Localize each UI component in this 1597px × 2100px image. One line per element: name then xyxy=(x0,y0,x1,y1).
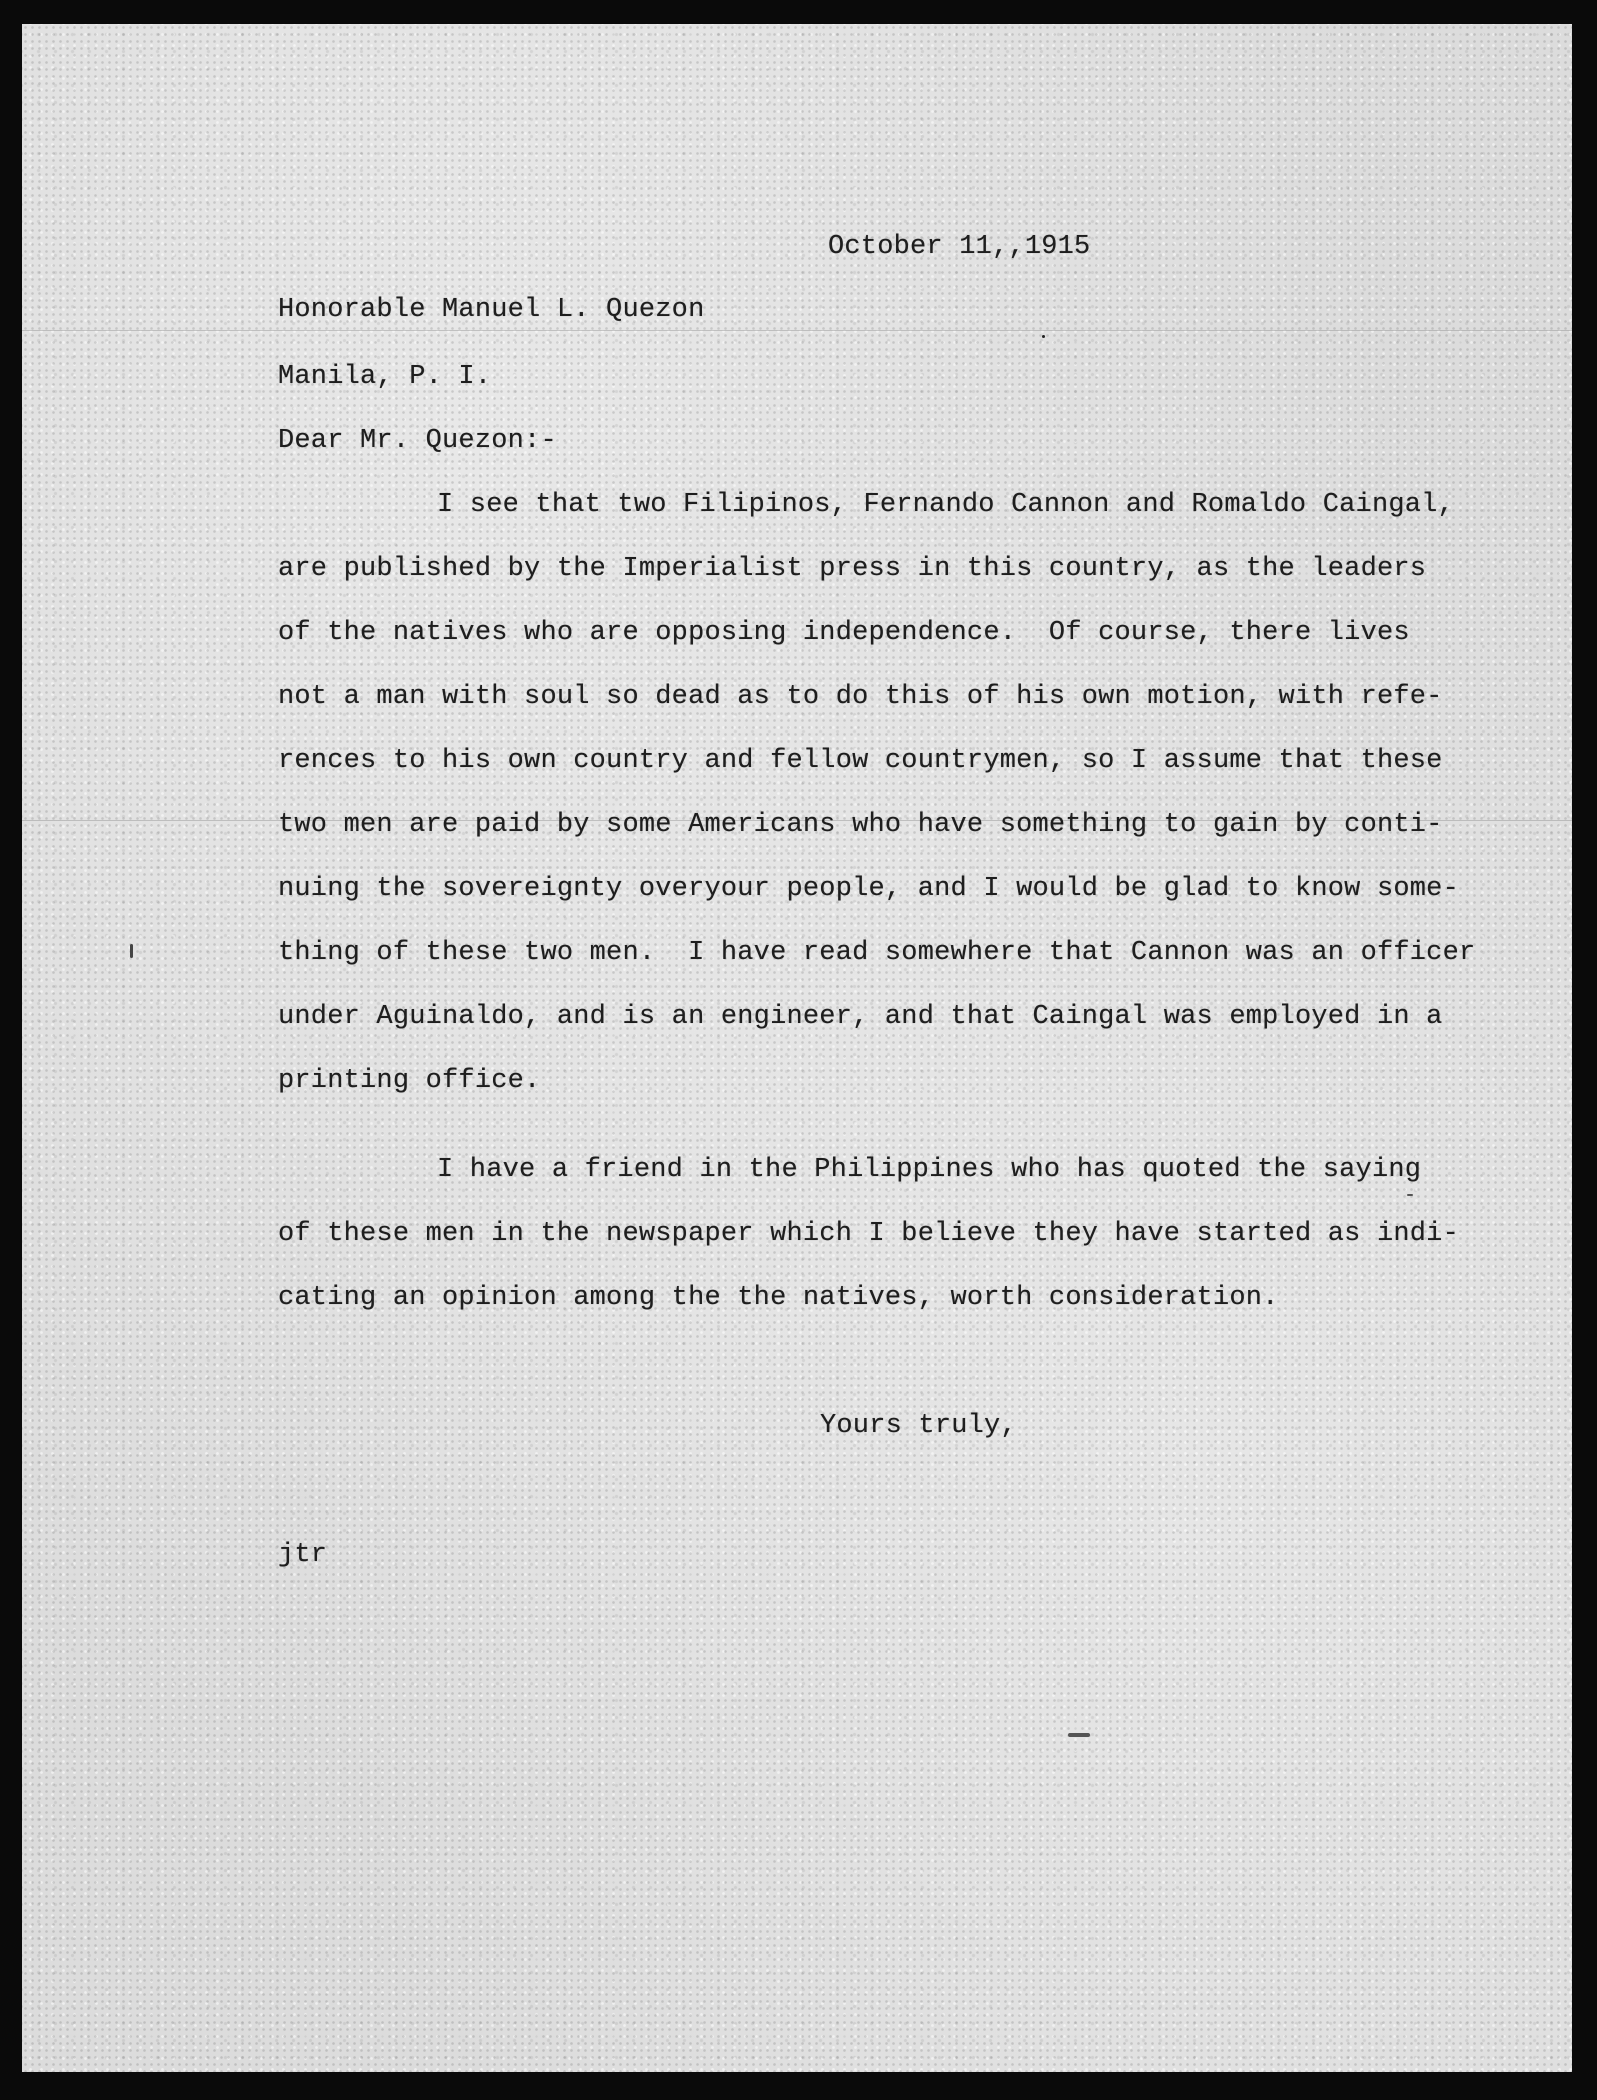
paragraph-1-line: nuing the sovereignty overyour people, and I would be glad to know some- xyxy=(278,874,1459,904)
paragraph-1-line: rences to his own country and fellow countrymen, so I assume that these xyxy=(278,746,1443,776)
recipient-name: Honorable Manuel L. Quezon xyxy=(278,295,705,325)
paragraph-1-line: of the natives who are opposing independence. Of course, there lives xyxy=(278,618,1410,648)
paragraph-1-line: under Aguinaldo, and is an engineer, and that Caingal was employed in a xyxy=(278,1002,1443,1032)
paragraph-1-line: printing office. xyxy=(278,1066,541,1096)
paragraph-1-line: are published by the Imperialist press in this country, as the leaders xyxy=(278,554,1427,584)
ink-mark xyxy=(1407,1194,1413,1196)
closing: Yours truly, xyxy=(820,1411,1017,1441)
paragraph-1-line: not a man with soul so dead as to do this of his own motion, with refe- xyxy=(278,682,1443,712)
letter-page xyxy=(22,24,1572,2072)
salutation: Dear Mr. Quezon:- xyxy=(278,426,557,456)
typist-initials: jtr xyxy=(278,1540,328,1570)
ink-smudge xyxy=(1068,1733,1090,1737)
ink-speck xyxy=(1042,335,1045,338)
recipient-address: Manila, P. I. xyxy=(278,362,492,392)
paragraph-1-line: thing of these two men. I have read somewhere that Cannon was an officer xyxy=(278,938,1476,968)
ink-mark xyxy=(130,944,133,958)
paragraph-1-line: I see that two Filipinos, Fernando Cannon and Romaldo Caingal, xyxy=(437,490,1454,520)
letter-date: October 11,,1915 xyxy=(828,232,1091,262)
paragraph-1-line: two men are paid by some Americans who have something to gain by conti- xyxy=(278,810,1443,840)
fold-line-upper xyxy=(22,330,1572,331)
paragraph-2-line: of these men in the newspaper which I believe they have started as indi- xyxy=(278,1219,1459,1249)
paragraph-2-line: cating an opinion among the the natives, worth consideration. xyxy=(278,1283,1279,1313)
paragraph-2-line: I have a friend in the Philippines who has quoted the saying xyxy=(437,1155,1422,1185)
